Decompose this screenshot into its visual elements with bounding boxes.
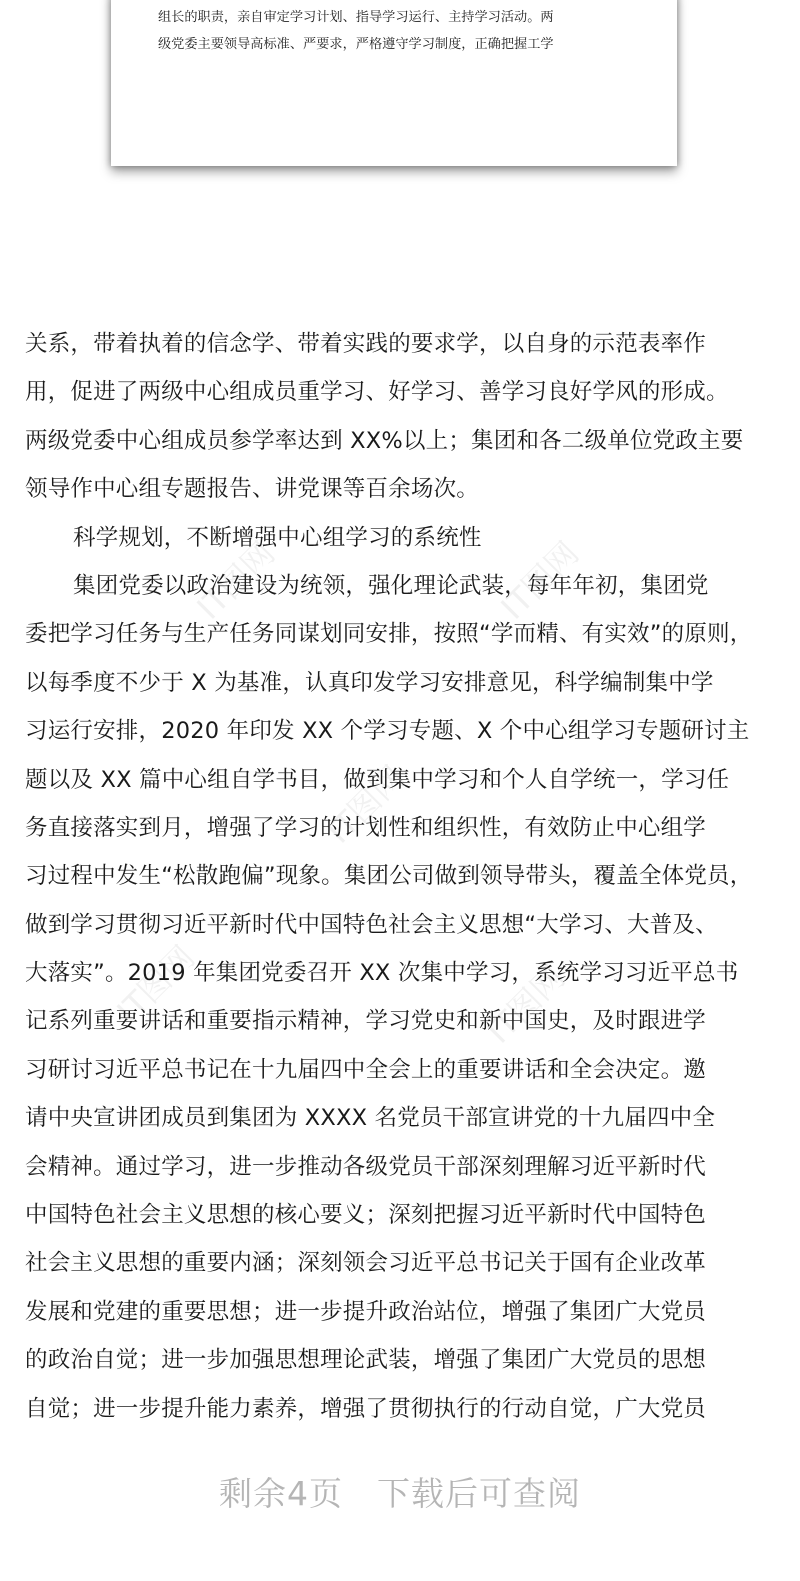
watermark: IT图网 [493,534,587,627]
text-line: 习研讨习近平总书记在十九届四中全会上的重要讲话和全会决定。邀 [25,1056,707,1083]
text-line: 集团党委以政治建设为统领，强化理论武装，每年年初，集团党 [73,572,709,599]
text-line: 大落实”。2019 年集团党委召开 XX 次集中学习，系统学习习近平总书 [25,960,739,987]
watermark: IT图网 [189,534,283,627]
text-line: 务直接落实到月，增强了学习的计划性和组织性，有效防止中心组学 [25,814,707,841]
watermark: IT图网 [479,958,573,1051]
text-line: 请中央宣讲团成员到集团为 XXXX 名党员干部宣讲党的十九届四中全 [25,1105,716,1132]
text-line: 中国特色社会主义思想的核心要义；深刻把握习近平新时代中国特色 [25,1202,707,1229]
text-line: 两级党委中心组成员参学率达到 XX%以上；集团和各二级单位党政主要 [25,427,744,454]
text-line: 题以及 XX 篇中心组自学书目，做到集中学习和个人自学统一，学习任 [25,766,730,793]
text-line: 记系列重要讲话和重要指示精神，学习党史和新中国史，及时跟进学 [25,1008,707,1035]
text-line: 发展和党建的重要思想；进一步提升政治站位，增强了集团广大党员 [25,1298,707,1325]
text-line: 委把学习任务与生产任务同谋划同安排，按照“学而精、有实效”的原则， [25,621,753,648]
text-line: 习运行安排，2020 年印发 XX 个学习专题、X 个中心组学习专题研讨主 [25,718,750,745]
download-prompt[interactable] [0,1468,800,1515]
text-line: 习过程中发生“松散跑偏”现象。集团公司做到领导带头，覆盖全体党员， [25,863,753,890]
card-line: 级党委主要领导高标准、严要求，严格遵守学习制度，正确把握工学 [158,37,554,52]
text-line: 做到学习贯彻习近平新时代中国特色社会主义思想“大学习、大普及、 [25,911,718,938]
preview-page-card [111,0,677,166]
preview-card-text [158,0,638,58]
text-line: 关系，带着执着的信念学、带着实践的要求学，以自身的示范表率作 [25,331,707,357]
text-line: 以每季度不少于 X 为基准，认真印发学习安排意见，科学编制集中学 [25,669,714,696]
text-line: 的政治自觉；进一步加强思想理论武装，增强了集团广大党员的思想 [25,1347,707,1374]
remaining-pages-label: 剩余4页 [219,1474,343,1513]
watermark: IT图网 [319,758,413,851]
text-line: 用，促进了两级中心组成员重学习、好学习、善学习良好学风的形成。 [25,379,729,406]
text-line: 领导作中心组专题报告、讲党课等百余场次。 [25,476,480,503]
watermark: IT图网 [109,938,203,1031]
text-line: 会精神。通过学习，进一步推动各级党员干部深刻理解习近平新时代 [25,1153,707,1180]
download-to-view-label[interactable]: 下载后可查阅 [377,1474,581,1513]
text-line: 社会主义思想的重要内涵；深刻领会习近平总书记关于国有企业改革 [25,1250,707,1277]
card-line: 组长的职责，亲自审定学习计划、指导学习运行、主持学习活动。两 [158,10,554,25]
text-line: 自觉；进一步提升能力素养，增强了贯彻执行的行动自觉，广大党员 [25,1395,707,1422]
document-body [25,320,775,1433]
section-heading: 科学规划，不断增强中心组学习的系统性 [73,524,482,551]
